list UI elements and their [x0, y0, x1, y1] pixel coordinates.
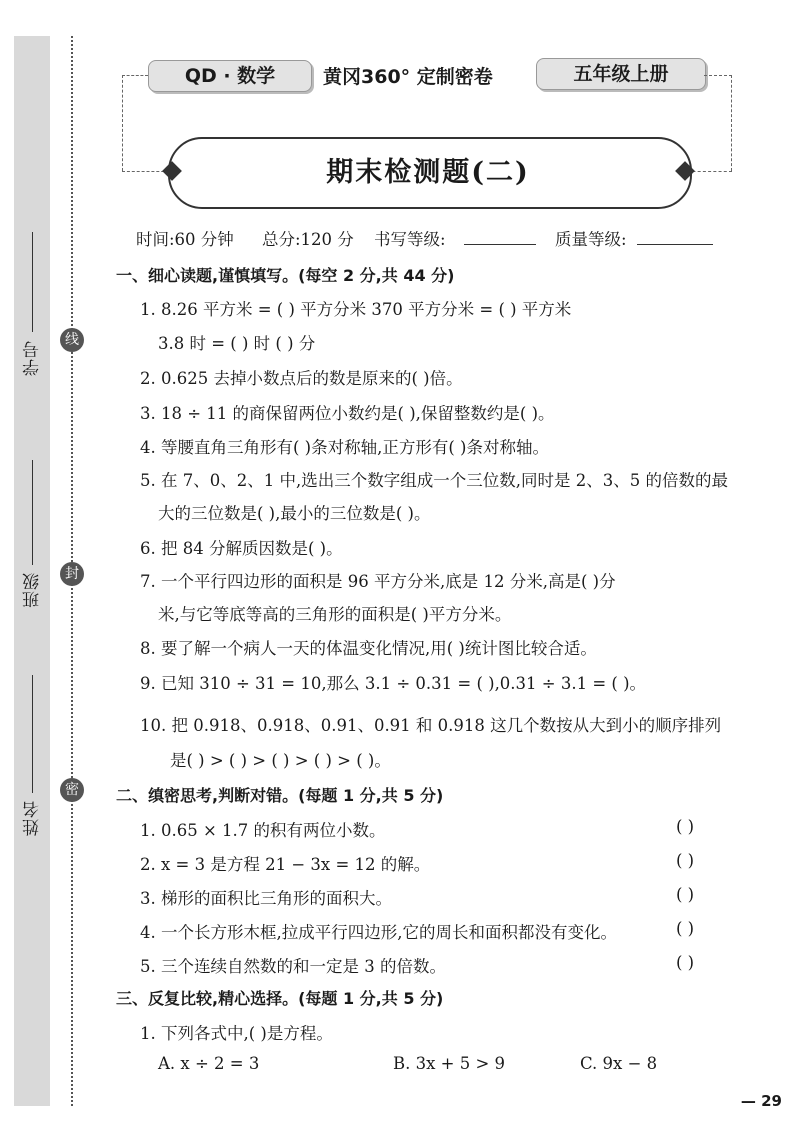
name-line — [32, 675, 33, 793]
question-7a: 7. 一个平行四边形的面积是 96 平方分米,底是 12 分米,高是( )分 — [140, 572, 616, 591]
quality-grade-blank[interactable] — [637, 224, 713, 245]
choice-option-a[interactable]: A. x ÷ 2 = 3 — [158, 1054, 260, 1073]
judge-item: 4. 一个长方形木框,拉成平行四边形,它的周长和面积都没有变化。 — [140, 923, 617, 942]
judge-item: 5. 三个连续自然数的和一定是 3 的倍数。 — [140, 957, 446, 976]
total-score: 总分:120 分 — [262, 230, 354, 249]
student-id-line — [32, 232, 33, 332]
question-8: 8. 要了解一个病人一天的体温变化情况,用( )统计图比较合适。 — [140, 639, 597, 658]
section-1-heading: 一、细心读题,谨慎填写。(每空 2 分,共 44 分) — [116, 266, 455, 285]
question-10b: 是( ) > ( ) > ( ) > ( ) > ( )。 — [170, 751, 391, 770]
time-info: 时间:60 分钟 — [136, 230, 234, 249]
grade-badge: 五年级上册 — [536, 58, 706, 90]
question-9: 9. 已知 310 ÷ 31 = 10,那么 3.1 ÷ 0.31 = ( ),0.31 ÷ 3.1 = ( )。 — [140, 674, 647, 693]
name-label: 姓名 — [23, 800, 43, 836]
judge-answer-box[interactable]: ( ) — [676, 919, 695, 938]
writing-grade-blank[interactable] — [464, 224, 536, 245]
frame-line-left-vert — [122, 75, 123, 171]
seal-mark-feng: 封 — [60, 562, 84, 586]
student-id-label: 学号 — [23, 340, 43, 376]
frame-line-right-top — [704, 75, 732, 76]
page-title: 期末检测题(二) — [326, 157, 530, 188]
writing-grade-label: 书写等级: — [374, 230, 446, 249]
question-4: 4. 等腰直角三角形有( )条对称轴,正方形有( )条对称轴。 — [140, 438, 549, 457]
question-1a: 1. 8.26 平方米 = ( ) 平方分米 370 平方分米 = ( ) 平方米 — [140, 300, 572, 319]
choice-option-b[interactable]: B. 3x + 5 > 9 — [393, 1054, 506, 1073]
question-6: 6. 把 84 分解质因数是( )。 — [140, 539, 343, 558]
judge-item: 2. x = 3 是方程 21 − 3x = 12 的解。 — [140, 855, 431, 874]
question-5a: 5. 在 7、0、2、1 中,选出三个数字组成一个三位数,同时是 2、3、5 的倍数的最 — [140, 471, 728, 490]
question-3: 3. 18 ÷ 11 的商保留两位小数约是( ),保留整数约是( )。 — [140, 404, 555, 423]
question-2: 2. 0.625 去掉小数点后的数是原来的( )倍。 — [140, 369, 463, 388]
choice-question-1: 1. 下列各式中,( )是方程。 — [140, 1024, 333, 1043]
class-label: 班级 — [23, 572, 43, 608]
frame-line-left-top — [122, 75, 148, 76]
judge-answer-box[interactable]: ( ) — [676, 851, 695, 870]
choice-option-c[interactable]: C. 9x − 8 — [580, 1054, 658, 1073]
section-2-heading: 二、缜密思考,判断对错。(每题 1 分,共 5 分) — [116, 786, 444, 805]
judge-answer-box[interactable]: ( ) — [676, 885, 695, 904]
question-5b: 大的三位数是( ),最小的三位数是( )。 — [158, 504, 431, 523]
binding-strip — [14, 36, 50, 1106]
class-line — [32, 460, 33, 565]
judge-answer-box[interactable]: ( ) — [676, 953, 695, 972]
judge-item: 3. 梯形的面积比三角形的面积大。 — [140, 889, 392, 908]
section-3-heading: 三、反复比较,精心选择。(每题 1 分,共 5 分) — [116, 989, 444, 1008]
quality-grade-label: 质量等级: — [555, 230, 627, 249]
judge-item: 1. 0.65 × 1.7 的积有两位小数。 — [140, 821, 386, 840]
subject-badge: QD · 数学 — [148, 60, 312, 92]
seal-mark-mi: 密 — [60, 778, 84, 802]
question-1b: 3.8 时 = ( ) 时 ( ) 分 — [158, 334, 316, 353]
brand-text: 黄冈360° 定制密卷 — [323, 66, 493, 88]
page-number: — 29 — [740, 1092, 782, 1110]
frame-line-right-vert — [731, 75, 732, 171]
seal-mark-xian: 线 — [60, 328, 84, 352]
judge-answer-box[interactable]: ( ) — [676, 817, 695, 836]
question-7b: 米,与它等底等高的三角形的面积是( )平方分米。 — [158, 605, 512, 624]
question-10a: 10. 把 0.918、0.918、0.91、0.91 和 0.918 这几个数按从大到小的顺序排列 — [140, 716, 722, 735]
